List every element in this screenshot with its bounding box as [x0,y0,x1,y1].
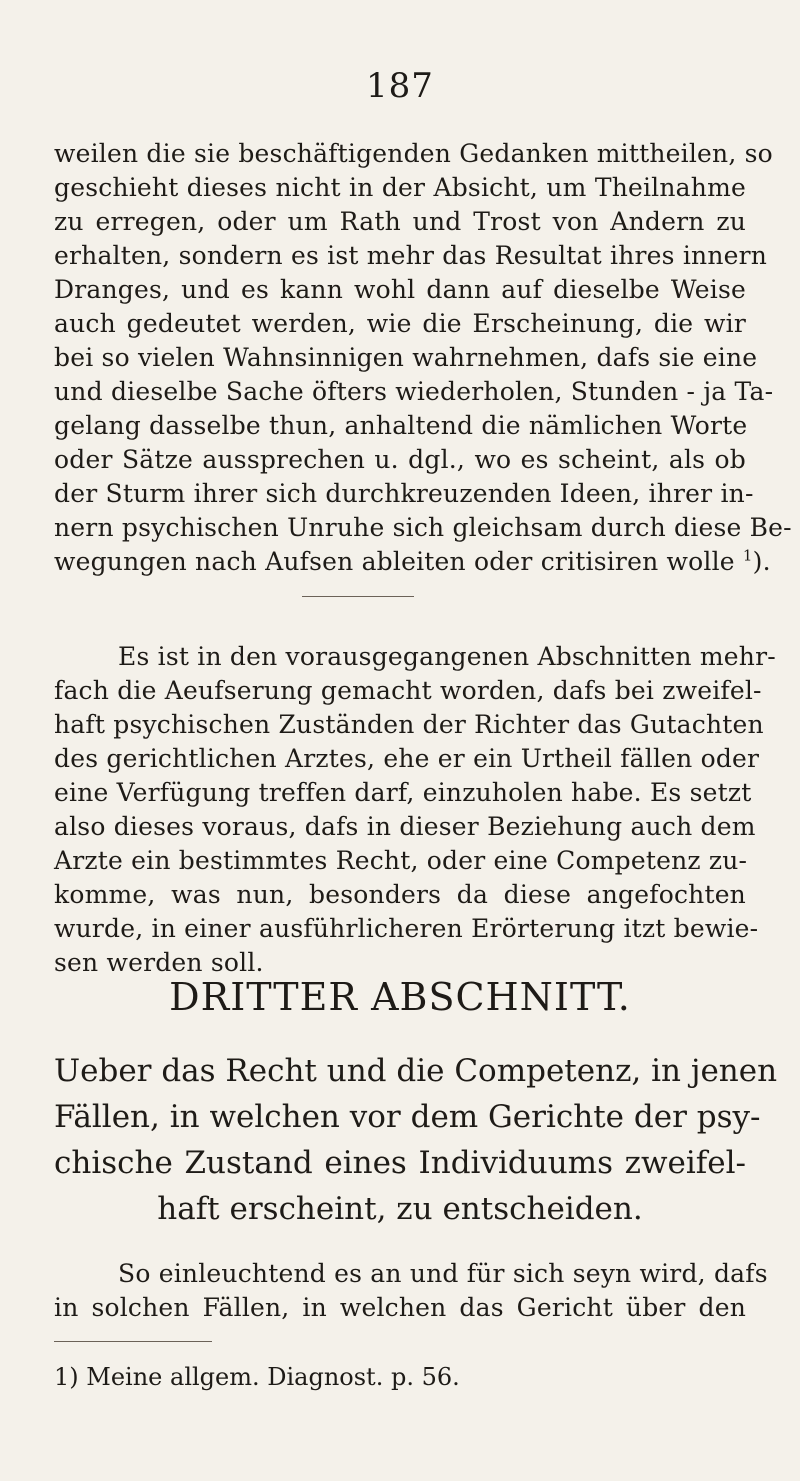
text-line: bei so vielen Wahnsinnigen wahrnehmen, dafs sie eine [54,343,758,372]
subtitle-line: Fällen, in welchen vor dem Gerichte der psy- [54,1099,761,1135]
text-line: in solchen Fällen, in welchen das Gericht über den [54,1293,746,1322]
text-line: nern psychischen Unruhe sich gleichsam durch diese Be- [54,513,792,542]
footnote-marker: 1 [742,546,753,565]
subtitle-line: Ueber das Recht und die Competenz, in jenen [54,1053,778,1089]
text-line: Dranges, und es kann wohl dann auf dieselbe Weise [54,275,746,304]
text-line: haft psychischen Zuständen der Richter das Gutachten [54,710,764,739]
paragraph-3 [54,1257,768,1325]
text-line: eine Verfügung treffen darf, einzuholen habe. Es setzt [54,778,752,807]
footnote-rule [54,1341,212,1342]
paragraph-2 [54,640,776,980]
text-line: Arzte ein bestimmtes Recht, oder eine Competenz zu- [54,846,748,875]
text-line-end: ). [752,547,771,576]
text-line: komme, was nun, besonders da diese angefochten [54,880,746,909]
text-line: zu erregen, oder um Rath und Trost von Andern zu [54,207,746,236]
text-line: auch gedeutet werden, wie die Erscheinung, die wir [54,309,746,338]
text-line: wurde, in einer ausführlicheren Erörterung itzt bewie- [54,914,759,943]
text-line: So einleuchtend es an und für sich seyn wird, dafs [118,1259,768,1288]
text-line: geschieht dieses nicht in der Absicht, um Theilnahme [54,173,746,202]
text-line: gelang dasselbe thun, anhaltend die nämlichen Worte [54,411,748,440]
text-line: und dieselbe Sache öfters wiederholen, Stunden - ja Ta- [54,377,774,406]
section-heading: DRITTER ABSCHNITT. [169,975,631,1019]
text-line-last [54,545,771,579]
footnote: 1) Meine allgem. Diagnost. p. 56. [54,1363,460,1391]
text-line: fach die Aeufserung gemacht worden, dafs bei zweifel- [54,676,762,705]
text-line: also dieses voraus, dafs in dieser Beziehung auch dem [54,812,756,841]
text-line: Es ist in den vorausgegangenen Abschnitten mehr- [118,642,776,671]
text-line: der Sturm ihrer sich durchkreuzenden Ideen, ihrer in- [54,479,754,508]
page-number: 187 [366,66,434,106]
text-line-content: wegungen nach Aufsen ableiten oder critisiren wolle [54,547,735,576]
text-line: des gerichtlichen Arztes, ehe er ein Urtheil fällen oder [54,744,760,773]
paragraph-divider [302,596,414,597]
section-subtitle [54,1048,778,1232]
paragraph-1 [54,137,792,579]
text-line: oder Sätze aussprechen u. dgl., wo es scheint, als ob [54,445,746,474]
subtitle-line-last: haft erscheint, zu entscheiden. [157,1191,643,1227]
text-line: weilen die sie beschäftigenden Gedanken mittheilen, so [54,139,773,168]
text-line: erhalten, sondern es ist mehr das Resultat ihres innern [54,241,768,270]
subtitle-line: chische Zustand eines Individuums zweifel- [54,1145,746,1181]
text-line-last: sen werden soll. [54,948,264,977]
